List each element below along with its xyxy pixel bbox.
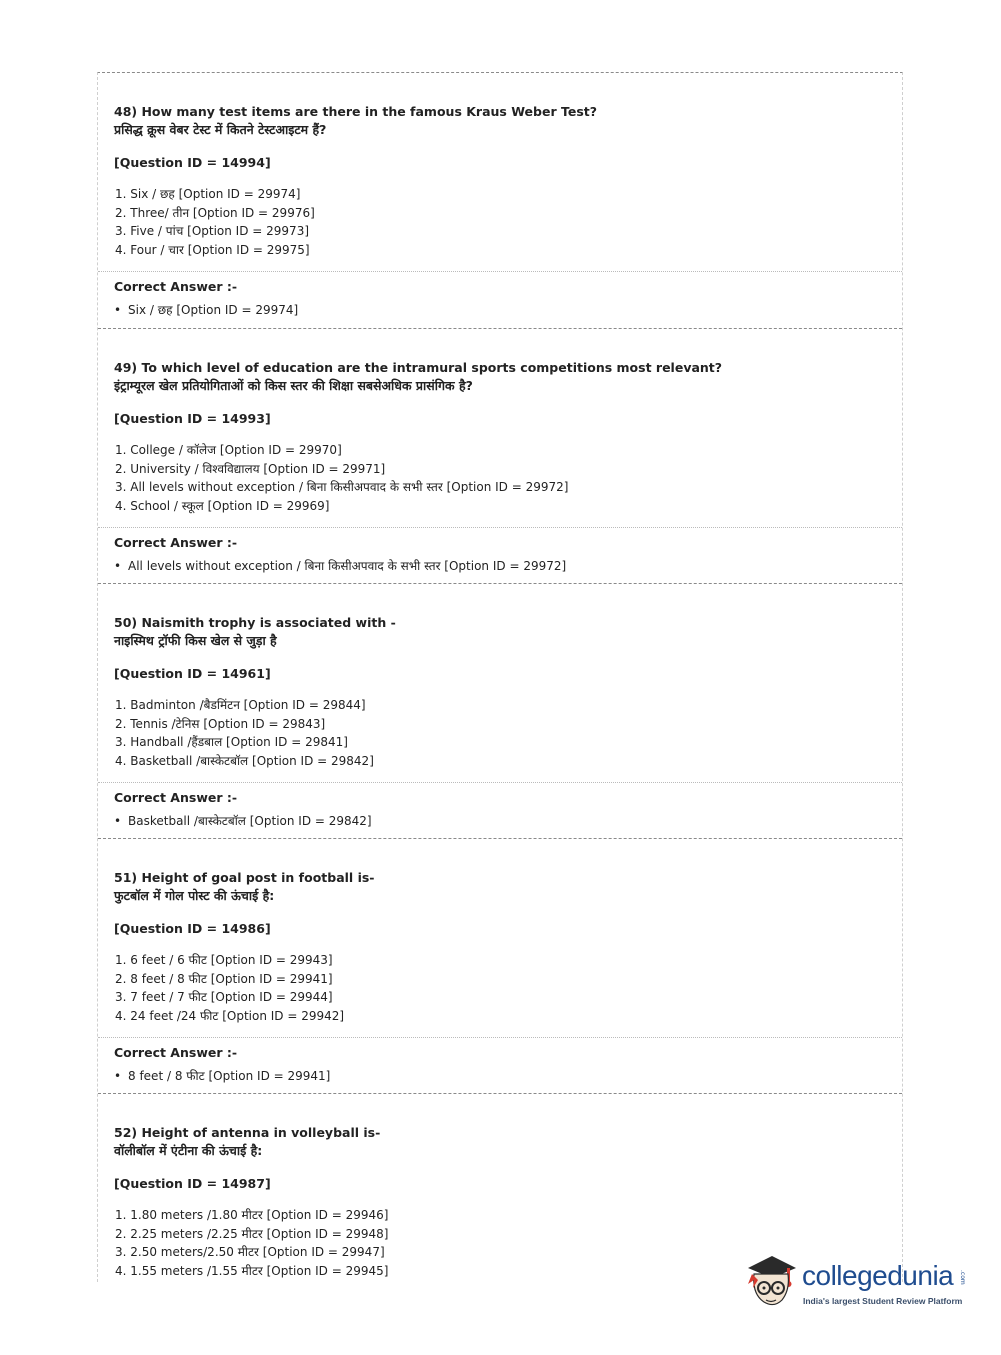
question-id: [Question ID = 14986]	[114, 921, 271, 936]
question-text-hi: फुटबॉल में गोल पोस्ट की ऊंचाई है:	[114, 888, 275, 903]
question-block-50	[98, 583, 902, 838]
option-item: 2. 8 feet / 8 फीट [Option ID = 29941]	[115, 971, 333, 986]
option-item: 3. Handball /हैंडबाल [Option ID = 29841]	[115, 735, 348, 750]
question-text	[114, 869, 375, 905]
option-item: 3. Five / पांच [Option ID = 29973]	[115, 224, 310, 239]
option-item: 2. University / विश्वविद्यालय [Option ID = 29971]	[115, 461, 386, 476]
options-list	[115, 696, 374, 770]
bullet-icon: •	[114, 1069, 122, 1083]
answer-divider	[98, 527, 902, 528]
option-item: 2. Three/ तीन [Option ID = 29976]	[115, 205, 315, 220]
option-item: 1. Six / छह [Option ID = 29974]	[115, 187, 301, 201]
option-item: 2. Tennis /टेनिस [Option ID = 29843]	[115, 716, 326, 731]
question-text-en: 51) Height of goal post in football is-	[114, 870, 375, 885]
question-id: [Question ID = 14987]	[114, 1176, 271, 1191]
question-sheet	[97, 72, 903, 1282]
question-text-en: 50) Naismith trophy is associated with -	[114, 615, 396, 630]
option-item: 2. 2.25 meters /2.25 मीटर [Option ID = 29948]	[115, 1226, 389, 1241]
question-text-hi: वॉलीबॉल में एंटीना की ऊंचाई है:	[114, 1143, 263, 1158]
question-block-51	[98, 838, 902, 1093]
option-item: 3. All levels without exception / बिना किसीअपवाद के सभी स्तर [Option ID = 29972]	[115, 480, 569, 495]
question-text-en: 49) To which level of education are the intramural sports competitions most relevant?	[114, 360, 723, 375]
question-text	[114, 1124, 380, 1160]
answer-divider	[98, 1037, 902, 1038]
correct-answer-value: • All levels without exception / बिना किसीअपवाद के सभी स्तर [Option ID = 29972]	[114, 559, 567, 573]
bullet-icon: •	[114, 814, 122, 828]
question-block-48	[98, 73, 902, 328]
correct-answer-value: • Basketball /बास्केटबॉल [Option ID = 29842]	[114, 814, 372, 828]
options-list	[115, 441, 568, 515]
options-list	[115, 185, 315, 259]
question-block-49	[98, 328, 902, 583]
option-item: 4. 1.55 meters /1.55 मीटर [Option ID = 29945]	[115, 1263, 389, 1278]
option-item: 4. School / स्कूल [Option ID = 29969]	[115, 498, 330, 513]
option-item: 4. Basketball /बास्केटबॉल [Option ID = 29842]	[115, 753, 374, 768]
option-item: 4. Four / चार [Option ID = 29975]	[115, 242, 310, 257]
options-list	[115, 1206, 388, 1280]
correct-answer-label: Correct Answer :-	[114, 535, 238, 550]
option-item: 4. 24 feet /24 फीट [Option ID = 29942]	[115, 1008, 345, 1023]
mascot-graduate-icon	[742, 1250, 800, 1314]
answer-divider	[98, 271, 902, 272]
correct-answer-label: Correct Answer :-	[114, 1045, 238, 1060]
logo-brand-text: collegedunia	[802, 1260, 954, 1291]
logo-tagline: India's largest Student Review Platform	[803, 1296, 963, 1306]
logo-dotcom-text: .com	[959, 1270, 966, 1285]
answer-divider	[98, 782, 902, 783]
question-text-hi: नाइस्मिथ ट्रॉफी किस खेल से जुड़ा है	[114, 633, 277, 648]
option-item: 3. 7 feet / 7 फीट [Option ID = 29944]	[115, 990, 333, 1005]
correct-answer-value: • 8 feet / 8 फीट [Option ID = 29941]	[114, 1069, 331, 1083]
question-text	[114, 103, 597, 139]
option-item: 1. College / कॉलेज [Option ID = 29970]	[115, 443, 342, 457]
options-list	[115, 951, 344, 1025]
bullet-icon: •	[114, 559, 122, 573]
question-id: [Question ID = 14994]	[114, 155, 271, 170]
question-text	[114, 614, 396, 650]
correct-answer-label: Correct Answer :-	[114, 790, 238, 805]
question-text-en: 52) Height of antenna in volleyball is-	[114, 1125, 381, 1140]
bullet-icon: •	[114, 303, 122, 317]
question-text-en: 48) How many test items are there in the famous Kraus Weber Test?	[114, 104, 597, 119]
correct-answer-label: Correct Answer :-	[114, 279, 238, 294]
collegedunia-logo	[742, 1248, 972, 1318]
correct-answer-value: • Six / छह [Option ID = 29974]	[114, 303, 299, 317]
option-item: 1. 6 feet / 6 फीट [Option ID = 29943]	[115, 953, 333, 967]
question-id: [Question ID = 14993]	[114, 411, 271, 426]
option-item: 1. 1.80 meters /1.80 मीटर [Option ID = 29946]	[115, 1208, 389, 1222]
option-item: 1. Badminton /बैडमिंटन [Option ID = 29844]	[115, 698, 366, 712]
question-text-hi: प्रसिद्ध क्रूस वेबर टेस्ट में कितने टेस्टआइटम हैं?	[114, 122, 327, 137]
option-item: 3. 2.50 meters/2.50 मीटर [Option ID = 29947]	[115, 1245, 385, 1260]
question-text-hi: इंट्राम्यूरल खेल प्रतियोगिताओं को किस स्तर की शिक्षा सबसेअधिक प्रासंगिक है?	[114, 378, 473, 393]
question-text	[114, 359, 722, 395]
question-id: [Question ID = 14961]	[114, 666, 271, 681]
